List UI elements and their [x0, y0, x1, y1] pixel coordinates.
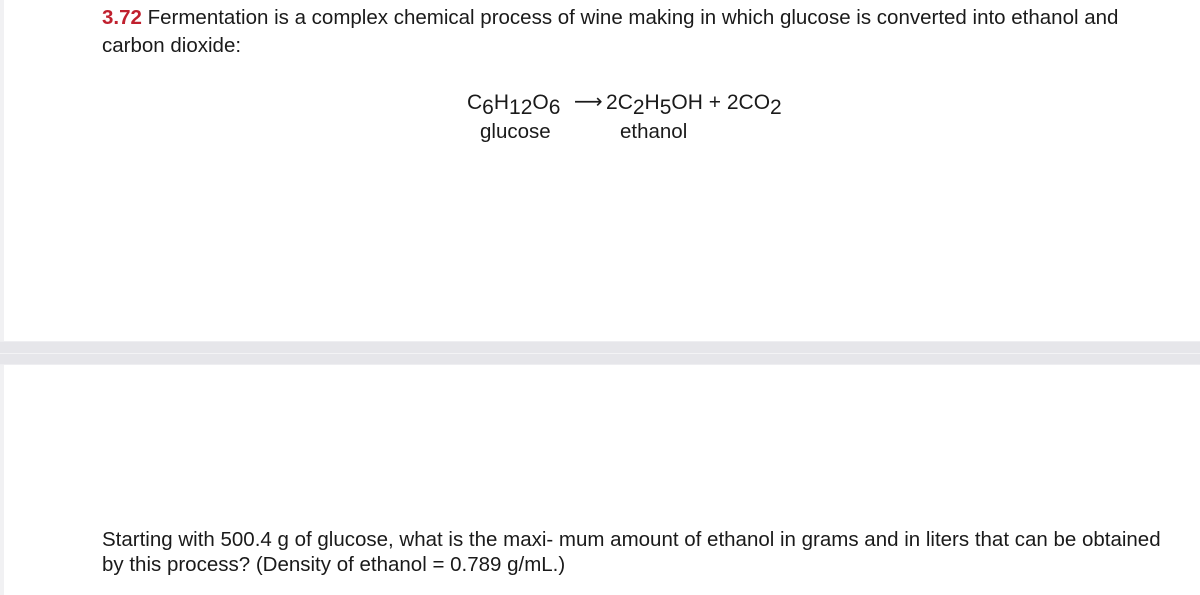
element-o: O: [532, 91, 549, 114]
section-divider: [0, 341, 1200, 365]
subscript: 6: [548, 96, 561, 119]
element-h: H: [644, 91, 660, 114]
subscript: 6: [482, 96, 494, 119]
coefficient: 2: [726, 91, 739, 114]
equation-reactant: [467, 90, 561, 119]
reaction-arrow-icon: ⟶: [574, 89, 603, 113]
subscript: 2: [770, 96, 782, 119]
group-oh: OH: [671, 91, 703, 114]
glucose-label: glucose: [480, 120, 551, 143]
problem-intro-text: Fermentation is a complex chemical process of wine making in which glucose is converted into ethanol and carbon dioxide:: [102, 6, 1119, 57]
subscript: 12: [509, 96, 533, 119]
element-c: C: [617, 91, 633, 114]
coefficient: 2: [606, 91, 618, 114]
equation-products: [606, 90, 782, 119]
divider-highlight: [0, 353, 1200, 354]
compound-co: CO: [738, 91, 771, 114]
subscript: 2: [632, 96, 645, 119]
problem-number: 3.72: [102, 6, 142, 29]
subscript: 5: [659, 96, 672, 119]
element-c: C: [467, 91, 483, 114]
ethanol-label: ethanol: [620, 120, 688, 143]
plus-sign: +: [708, 91, 722, 114]
problem-question: Starting with 500.4 g of glucose, what is the maxi- mum amount of ethanol in grams and in liters that can be obtained by this process? (Density of ethanol = 0.789 g/mL.): [102, 528, 1161, 576]
chemical-equation: [0, 0, 1200, 160]
element-h: H: [493, 91, 510, 114]
